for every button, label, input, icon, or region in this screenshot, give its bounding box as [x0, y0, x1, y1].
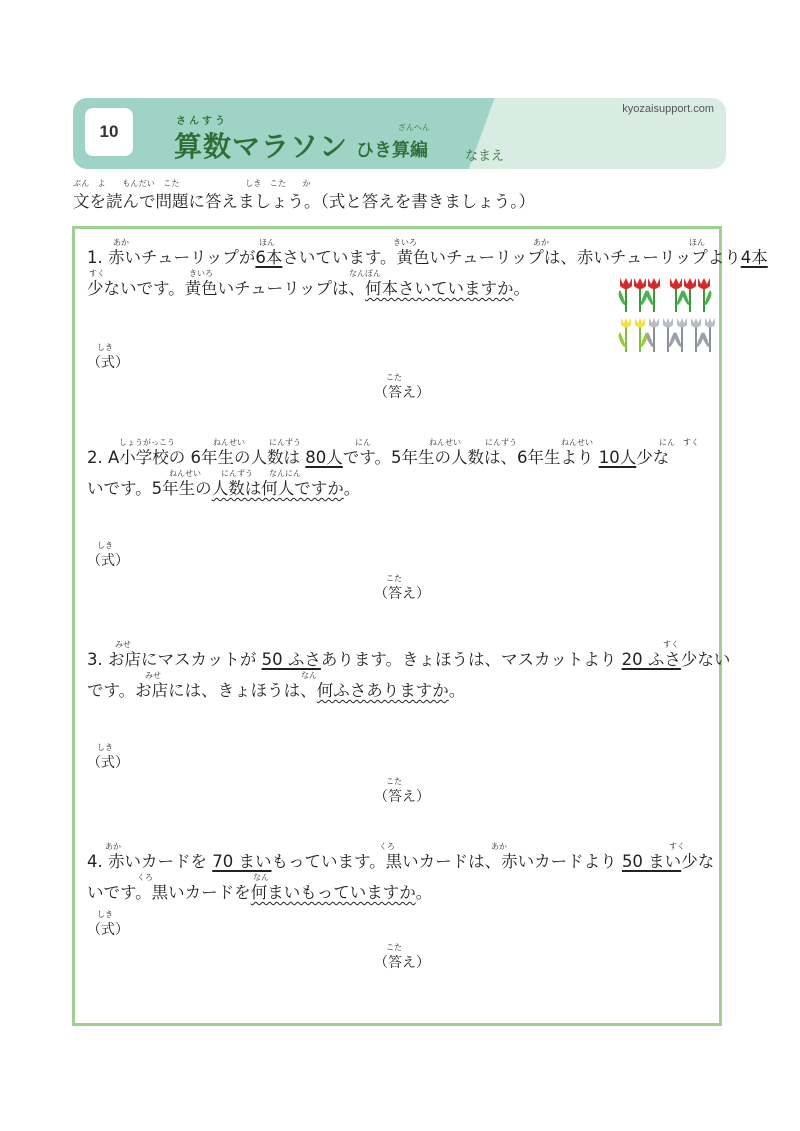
ruby: くろ [379, 842, 395, 851]
ruby: ねんせい [561, 438, 593, 447]
problem-4 [87, 841, 715, 903]
ruby: ねんせい [213, 438, 245, 447]
ruby: なんにん [269, 469, 301, 478]
problem-line [87, 248, 768, 268]
text: です。お店には、きょほうは、 [87, 681, 317, 700]
text: 少な [636, 448, 670, 467]
site-url: kyozaisupport.com [622, 103, 714, 115]
text: 赤いカードを [108, 852, 213, 871]
kotae-text: （答え） [374, 955, 430, 971]
ruby: すく [683, 438, 699, 447]
ruby: くろ [137, 873, 153, 882]
problem-ruby-row [87, 841, 712, 852]
text: さいています。黄色いチューリップは、赤いチューリップより [282, 248, 741, 267]
shiki-text: （式） [87, 922, 129, 938]
question-phrase: 何まいもっていますか [250, 883, 416, 902]
instruction-text: 文を読んで問題に答えましょう。（式と答えを書きましょう。） [73, 192, 535, 211]
kotae-label [374, 776, 430, 806]
ruby: にん [659, 438, 675, 447]
problem-ruby-row [87, 670, 712, 681]
underlined-value: 50 まい [621, 852, 682, 871]
kotae-text: （答え） [374, 586, 430, 602]
ruby: ねんせい [169, 469, 201, 478]
shiki-label [87, 342, 129, 372]
ruby: こた [386, 574, 402, 583]
ruby: ねんせい [429, 438, 461, 447]
kotae-text: （答え） [374, 789, 430, 805]
text: 少ないです。黄色いチューリップは、 [87, 279, 366, 298]
text: いです。5年生の [87, 479, 212, 498]
ruby: しき [97, 343, 113, 352]
underlined-value: 6本 [255, 248, 283, 267]
ruby: にん [355, 438, 371, 447]
text: お店にマスカットが [108, 650, 262, 669]
page-subtitle: ひき算編 [356, 140, 428, 161]
name-label: なまえ [465, 149, 505, 164]
question-phrase: 何ふさありますか [316, 681, 449, 700]
ruby: あか [105, 842, 121, 851]
text: 。 [448, 681, 466, 700]
problem-ruby-row [87, 237, 712, 248]
problem-line [87, 852, 715, 872]
problem-number: 1. [87, 248, 103, 267]
ruby: こた [386, 373, 402, 382]
shiki-label [87, 909, 129, 939]
text: 。 [513, 279, 531, 298]
ruby: しょうがっこう [119, 438, 175, 447]
ruby: にんずう [485, 438, 517, 447]
text: いです。黒いカードを [87, 883, 251, 902]
problem-ruby-row [87, 468, 712, 479]
text: です。5年生の人数は、6年生より [342, 448, 599, 467]
problem-line [87, 479, 712, 499]
subtitle-ruby: ざんへん [398, 123, 430, 132]
problem-number: 3. [87, 650, 103, 669]
ruby: こた [386, 943, 402, 952]
underlined-value: 50 ふさ [261, 650, 321, 669]
underlined-value: 80人 [305, 448, 343, 467]
instruction [73, 178, 535, 212]
underlined-value: 70 まい [212, 852, 272, 871]
ruby: なんぼん [349, 269, 381, 278]
ruby: すく [89, 269, 105, 278]
kotae-text: （答え） [374, 385, 430, 401]
problem-line [87, 883, 712, 903]
ruby: ほん [689, 238, 705, 247]
yellow-and-gray-tulips [619, 318, 715, 352]
text: A小学校の 6年生の人数は [108, 448, 306, 467]
problem-line [87, 681, 712, 701]
ruby: すく [669, 842, 685, 851]
shiki-label [87, 742, 129, 772]
page-title: 算数マラソン [174, 130, 349, 163]
problem-ruby-row [87, 639, 712, 650]
underlined-value: 20 ふさ [621, 650, 681, 669]
red-tulips [619, 278, 712, 312]
question-phrase: 何本さいていますか [365, 279, 514, 298]
ruby: しき [97, 743, 113, 752]
title-ruby: さんすう [176, 116, 228, 127]
kotae-label [374, 372, 430, 402]
text: 。 [343, 479, 361, 498]
worksheet-header [73, 98, 726, 169]
shiki-label [87, 540, 129, 570]
question-phrase: 人数は何人ですか [211, 479, 344, 498]
text: 赤いチューリップが [108, 248, 256, 267]
problem-2 [87, 437, 712, 499]
text: 少な [681, 852, 715, 871]
problem-frame [72, 226, 768, 1026]
text: もっています。黒いカードは、赤いカードより [271, 852, 622, 871]
worksheet-number: 10 [85, 108, 133, 156]
ruby: なん [253, 873, 269, 882]
ruby: みせ [145, 671, 161, 680]
ruby: あか [533, 238, 549, 247]
instruction-ruby: ぶん よ もんだい こた しき こた か [73, 179, 311, 188]
ruby: ほん [259, 238, 275, 247]
problem-ruby-row [87, 437, 712, 448]
shiki-text: （式） [87, 755, 129, 771]
problem-number: 2. [87, 448, 103, 467]
ruby: きいろ [393, 238, 417, 247]
problem-ruby-row [87, 872, 712, 883]
ruby: あか [491, 842, 507, 851]
ruby: こた [386, 777, 402, 786]
underlined-value: 4本 [740, 248, 768, 267]
text: あります。きょほうは、マスカットより [320, 650, 622, 669]
ruby: みせ [115, 640, 131, 649]
kotae-label [374, 942, 430, 972]
text: 。 [415, 883, 433, 902]
shiki-text: （式） [87, 355, 129, 371]
ruby: にんずう [269, 438, 301, 447]
ruby: すく [663, 640, 679, 649]
problem-line [87, 650, 731, 670]
tulip-illustration [618, 276, 718, 360]
ruby: しき [97, 541, 113, 550]
problem-3 [87, 639, 731, 701]
shiki-text: （式） [87, 553, 129, 569]
ruby: きいろ [189, 269, 213, 278]
ruby: しき [97, 910, 113, 919]
ruby: なん [301, 671, 317, 680]
ruby: にんずう [221, 469, 253, 478]
underlined-value: 10人 [598, 448, 637, 467]
text: 少ない [680, 650, 731, 669]
problem-line [87, 448, 712, 468]
problem-number: 4. [87, 852, 103, 871]
ruby: あか [113, 238, 129, 247]
kotae-label [374, 573, 430, 603]
